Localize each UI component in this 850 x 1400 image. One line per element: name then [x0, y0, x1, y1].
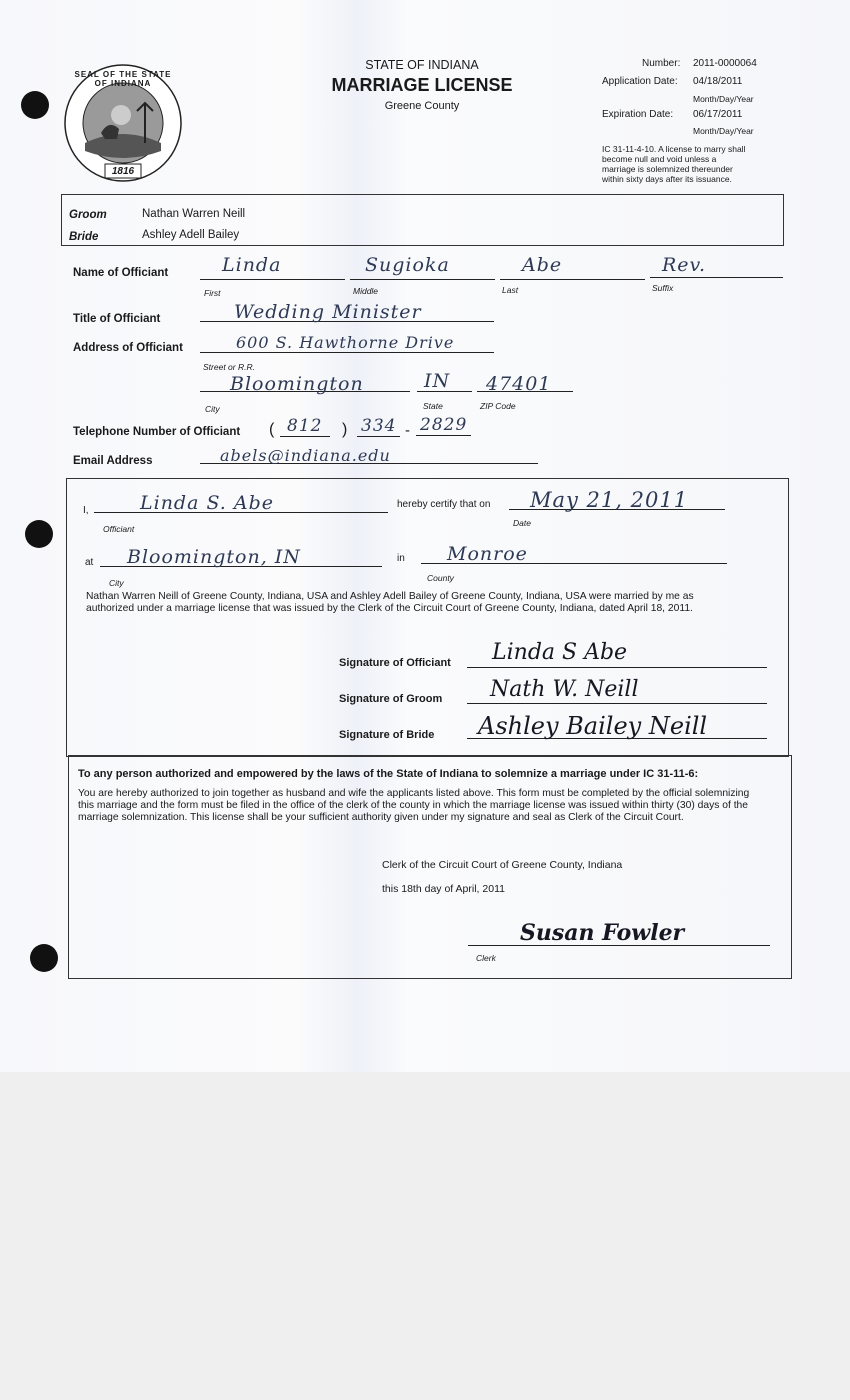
officiant-street: 600 S. Hawthorne Drive: [236, 333, 455, 352]
clerk-line2: this 18th day of April, 2011: [382, 883, 505, 895]
cert-at: at: [85, 557, 94, 568]
cert-officiant: Linda S. Abe: [140, 492, 275, 514]
authorization-heading: To any person authorized and empowered by the laws of the State of Indiana to solemnize a marriage under IC 31-11-6:: [78, 768, 699, 780]
officiant-city: Bloomington: [230, 373, 364, 395]
date-format: Month/Day/Year: [693, 94, 754, 104]
application-label: Application Date:: [602, 76, 678, 87]
street-line: [200, 352, 494, 353]
cert-statement: Nathan Warren Neill of Greene County, Indiana, USA and Ashley Adell Bailey of Greene County, Indiana, USA were married by me as authorized under a marriage license that was issued by the Clerk of the Circuit Court of Greene County, Indiana, dated April 18, 2011.: [86, 591, 694, 614]
suffix-caption: Suffix: [652, 283, 674, 293]
groom-label: Groom: [69, 209, 107, 221]
last-name-line: [500, 279, 645, 280]
officiant-zip: 47401: [486, 373, 552, 395]
sig-groom-label: Signature of Groom: [339, 693, 443, 705]
expiration-date: 06/17/2011: [693, 109, 743, 120]
phone-close-paren: ): [342, 421, 348, 438]
expiration-label: Expiration Date:: [602, 109, 674, 120]
street-caption: Street or R.R.: [203, 362, 255, 372]
groom-signature: Nath W. Neill: [490, 677, 639, 702]
cert-officiant-caption: Officiant: [103, 524, 135, 534]
first-caption: First: [204, 288, 221, 298]
officiant-title: Wedding Minister: [234, 301, 422, 323]
officiant-phone-label: Telephone Number of Officiant: [73, 426, 241, 438]
officiant-email-label: Email Address: [73, 455, 153, 467]
last-caption: Last: [502, 285, 519, 295]
city-caption: City: [205, 404, 220, 414]
line-number-line: [416, 435, 471, 436]
middle-caption: Middle: [353, 286, 379, 296]
punch-hole: [30, 944, 58, 972]
officiant-suffix: Rev.: [662, 254, 707, 276]
bride-label: Bride: [69, 231, 99, 243]
cert-city-caption: City: [109, 578, 124, 588]
seal-text: SEAL OF THE STATE OF INDIANA: [74, 70, 172, 88]
application-date: 04/18/2011: [693, 76, 743, 87]
sig-officiant-line: [467, 667, 767, 668]
phone-dash: -: [405, 422, 410, 439]
sig-groom-line: [467, 703, 767, 704]
cert-date: May 21, 2011: [530, 488, 689, 512]
officiant-middle-name: Sugioka: [365, 254, 450, 276]
punch-hole: [21, 91, 49, 119]
number-label: Number:: [642, 58, 681, 69]
clerk-signature: Susan Fowler: [520, 920, 685, 946]
officiant-last-name: Abe: [522, 254, 563, 276]
exchange-line: [357, 436, 400, 437]
date-format: Month/Day/Year: [693, 126, 754, 136]
bride-signature: Ashley Bailey Neill: [478, 712, 708, 740]
officiant-state: IN: [424, 370, 451, 392]
cert-county: Monroe: [447, 543, 528, 565]
cert-county-caption: County: [427, 573, 454, 583]
suffix-line: [650, 277, 783, 278]
officiant-first-name: Linda: [222, 254, 282, 276]
sig-bride-label: Signature of Bride: [339, 729, 435, 741]
groom-name: Nathan Warren Neill: [142, 208, 246, 220]
clerk-caption: Clerk: [476, 953, 496, 963]
phone-exchange: 334: [361, 416, 397, 436]
zip-caption: ZIP Code: [480, 401, 516, 411]
officiant-title-label: Title of Officiant: [73, 313, 161, 325]
license-number: 2011-0000064: [693, 58, 757, 69]
state-caption: State: [423, 401, 443, 411]
officiant-email: abels@indiana.edu: [220, 446, 391, 465]
bride-name: Ashley Adell Bailey: [142, 229, 240, 241]
sig-officiant-label: Signature of Officiant: [339, 657, 451, 669]
county-name: Greene County: [384, 100, 460, 112]
officiant-address-label: Address of Officiant: [73, 342, 183, 354]
cert-certify-text: hereby certify that on: [397, 499, 491, 510]
clerk-line1: Clerk of the Circuit Court of Greene County, Indiana: [382, 859, 623, 871]
punch-hole: [25, 520, 53, 548]
phone-area-code: 812: [287, 416, 323, 436]
state-name: STATE OF INDIANA: [365, 58, 479, 72]
phone-open-paren: (: [269, 421, 275, 438]
middle-name-line: [350, 279, 495, 280]
officiant-signature: Linda S Abe: [492, 640, 628, 665]
area-code-line: [280, 436, 330, 437]
cert-i: I,: [83, 505, 89, 516]
officiant-name-label: Name of Officiant: [73, 267, 169, 279]
seal-year: 1816: [111, 166, 135, 177]
cert-in: in: [397, 553, 405, 564]
cert-date-caption: Date: [513, 518, 531, 528]
cert-city: Bloomington, IN: [127, 546, 301, 568]
first-name-line: [200, 279, 345, 280]
phone-line-number: 2829: [420, 415, 468, 435]
authorization-body: You are hereby authorized to join together as husband and wife the applicants listed above. This form must be completed by the official solemnizing this marriage and the form must be filed in the office of the clerk of the county in which the marriage license was issued within thirty (30) days of the marriage solemnization. This license shall be your sufficient authority given under my signature and seal as Clerk of the Circuit Court.: [78, 788, 750, 823]
page-title: MARRIAGE LICENSE: [331, 75, 513, 95]
statute-note: IC 31-11-4-10. A license to marry shall become null and void unless a marriage is solemnized thereunder within sixty days after its issuance.: [602, 144, 746, 184]
